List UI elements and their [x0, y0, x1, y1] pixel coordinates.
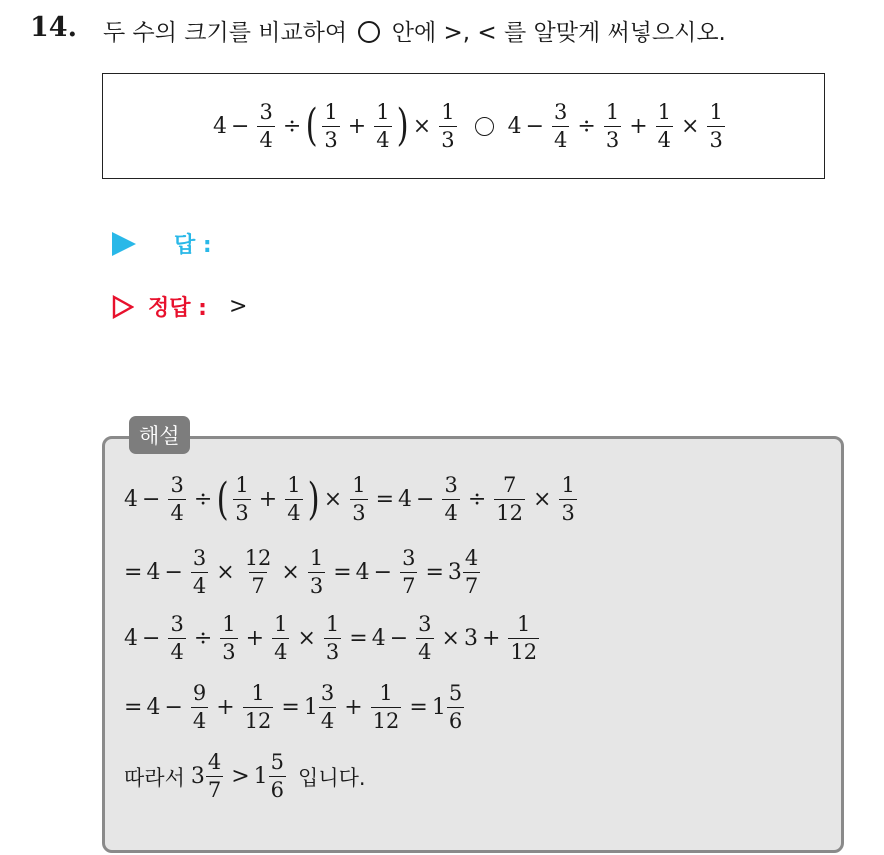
- right-paren: ): [396, 100, 409, 151]
- solution-line-3: 4 − $\frac{3}{4}$ ÷ $\frac{1}{3}$ + $\frac{1}{4}$ × $\frac{1}{3}$ = 4 − $\frac{3}{4}$ × 3 + $\frac{1}{12}$: [124, 612, 538, 664]
- fraction: $\frac{4}{7}$: [464, 546, 479, 598]
- fraction: $\frac{3}{4}$: [259, 99, 273, 152]
- outline-triangle-icon: [112, 295, 134, 319]
- problem-box: [102, 73, 825, 179]
- question-number: 14.: [30, 12, 77, 43]
- fraction: $\frac{1}{3}$: [222, 612, 236, 664]
- correct-answer-label: 정답 :: [148, 296, 207, 321]
- fraction: $\frac{1}{3}$: [561, 473, 575, 525]
- fraction: $\frac{1}{3}$: [441, 99, 455, 152]
- fraction: $\frac{3}{4}$: [192, 546, 207, 598]
- fraction: $\frac{1}{4}$: [287, 473, 301, 525]
- fraction: $\frac{5}{6}$: [270, 750, 285, 802]
- correct-answer-row: [112, 291, 247, 322]
- plus-sign: +: [347, 113, 367, 139]
- question-text-before: 두 수의 크기를 비교하여: [103, 20, 348, 46]
- circle-blank-icon: [358, 21, 380, 43]
- minus-sign: −: [525, 113, 545, 139]
- correct-answer-value: >: [228, 294, 248, 319]
- fraction: $\frac{4}{7}$: [207, 750, 222, 802]
- fraction: $\frac{3}{4}$: [418, 612, 432, 664]
- conclusion-suffix: 입니다.: [298, 765, 366, 790]
- fraction: $\frac{3}{4}$: [170, 612, 184, 664]
- fraction: $\frac{1}{12}$: [372, 681, 400, 733]
- fraction: $\frac{1}{3}$: [324, 99, 338, 152]
- fraction: $\frac{1}{3}$: [309, 546, 324, 598]
- answer-label: 답 :: [174, 233, 212, 258]
- fraction: $\frac{12}{7}$: [244, 546, 272, 598]
- solution-line-4: = 4 − $\frac{9}{4}$ + $\frac{1}{12}$ = 1 $\frac{3}{4}$ + $\frac{1}{12}$ = 1 $\frac{5}{6}$: [124, 681, 463, 733]
- conclusion-prefix: 따라서: [124, 765, 185, 790]
- plus-sign: +: [629, 113, 648, 139]
- fraction: $\frac{1}{4}$: [657, 99, 672, 152]
- solution-tab: 해설: [129, 416, 190, 454]
- left-paren: (: [305, 100, 318, 151]
- fraction: $\frac{7}{12}$: [496, 473, 524, 525]
- solution-line-1: 4 − $\frac{3}{4}$ ÷ ( $\frac{1}{3}$ + $\frac{1}{4}$ ) × $\frac{1}{3}$ = 4 − $\frac{3}{4}$ ÷ $\frac{7}{12}$ × $\frac{1}{3}$: [124, 473, 575, 525]
- fraction: $\frac{5}{6}$: [448, 681, 463, 733]
- fraction: $\frac{3}{7}$: [402, 546, 416, 598]
- fraction: $\frac{1}{3}$: [605, 99, 620, 152]
- fraction: $\frac{1}{12}$: [244, 681, 272, 733]
- fraction: $\frac{3}{4}$: [444, 473, 458, 525]
- divide-sign: ÷: [577, 113, 596, 139]
- fraction: $\frac{3}{4}$: [320, 681, 335, 733]
- solution-conclusion: 따라서 3 $\frac{4}{7}$ > 1 $\frac{5}{6}$ 입니다.: [124, 750, 366, 802]
- times-sign: ×: [412, 113, 432, 139]
- comparison-circle-icon: [475, 117, 494, 136]
- fraction: $\frac{1}{3}$: [235, 473, 249, 525]
- minus-sign: −: [231, 113, 250, 139]
- fraction: $\frac{1}{3}$: [709, 99, 723, 152]
- times-sign: ×: [681, 113, 700, 139]
- fraction: $\frac{3}{4}$: [170, 473, 184, 525]
- fraction: $\frac{3}{4}$: [554, 99, 568, 152]
- problem-expression: [213, 96, 729, 156]
- fraction: $\frac{9}{4}$: [192, 681, 207, 733]
- num: 4: [213, 113, 227, 139]
- solution-line-2: = 4 − $\frac{3}{4}$ × $\frac{12}{7}$ × $\frac{1}{3}$ = 4 − $\frac{3}{7}$ = 3 $\frac{4}{7}$: [124, 546, 479, 598]
- answer-row: [112, 228, 212, 259]
- question-text: [103, 14, 726, 47]
- question-text-after: 안에 >, < 를 알맞게 써넣으시오.: [391, 20, 726, 46]
- fraction: $\frac{1}{12}$: [510, 612, 538, 664]
- filled-triangle-icon: [112, 232, 136, 256]
- fraction: $\frac{1}{4}$: [274, 612, 288, 664]
- divide-sign: ÷: [282, 113, 302, 139]
- fraction: $\frac{1}{3}$: [325, 612, 340, 664]
- fraction: $\frac{1}{4}$: [376, 99, 390, 152]
- fraction: $\frac{1}{3}$: [352, 473, 366, 525]
- num: 4: [507, 113, 522, 139]
